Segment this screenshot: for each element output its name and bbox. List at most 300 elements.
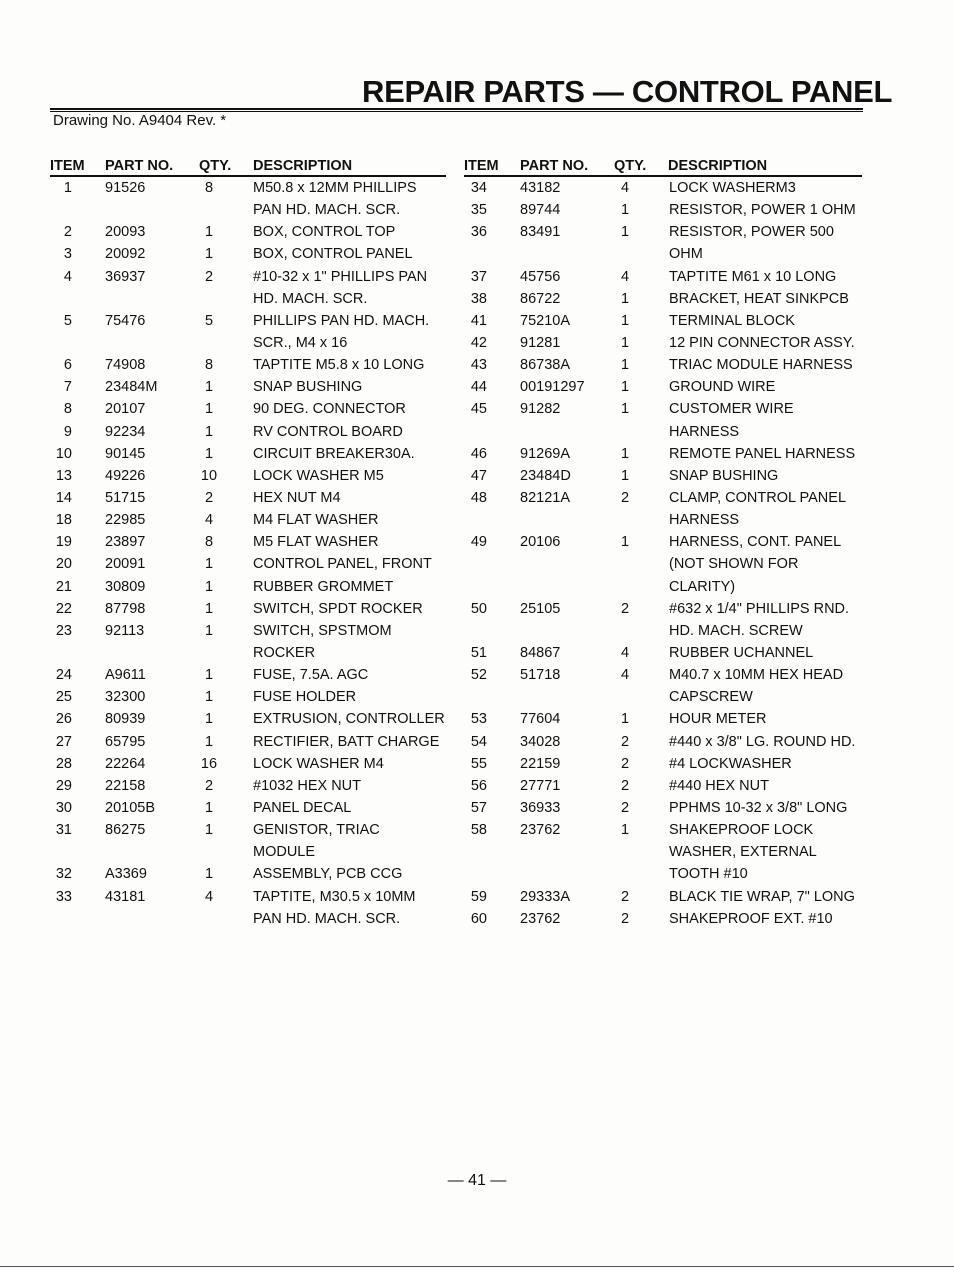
part-no-cell: 51715	[105, 489, 146, 506]
qty-cell: 2	[620, 799, 630, 816]
item-cell: 49	[470, 534, 487, 551]
table-row	[50, 421, 446, 443]
table-row	[464, 376, 862, 398]
part-no-cell: 77604	[520, 711, 561, 728]
table-row	[464, 642, 862, 664]
part-no-cell: 27771	[520, 777, 561, 794]
description-cell: LOCK WASHER M5	[253, 467, 384, 484]
header-description: DESCRIPTION	[668, 158, 768, 174]
qty-cell: 1	[620, 445, 630, 462]
item-cell: 57	[470, 799, 487, 816]
table-row	[50, 310, 446, 332]
part-no-cell: 20091	[105, 556, 146, 573]
table-row	[50, 376, 446, 398]
table-row	[50, 708, 446, 730]
item-cell: 46	[470, 445, 487, 462]
description-cell: #1032 HEX NUT	[253, 777, 361, 794]
description-cell: TRIAC MODULE HARNESS	[669, 357, 853, 374]
part-no-cell: 32300	[105, 689, 146, 706]
description-cell: CONTROL PANEL, FRONT	[253, 556, 432, 573]
description-cell: FUSE, 7.5A. AGC	[253, 667, 369, 684]
item-cell: 55	[470, 755, 487, 772]
description-cell: PAN HD. MACH. SCR.	[253, 910, 401, 927]
description-cell: #632 x 1/4" PHILLIPS RND.	[669, 600, 850, 617]
table-row	[464, 443, 862, 465]
table-row	[464, 553, 862, 575]
qty-cell: 1	[620, 822, 630, 839]
item-cell: 48	[470, 489, 487, 506]
item-cell: 52	[470, 667, 487, 684]
table-row	[464, 531, 862, 553]
part-no-cell: 43182	[520, 180, 561, 196]
qty-cell: 1	[204, 689, 214, 706]
title-rule	[50, 108, 863, 110]
qty-cell: 1	[204, 622, 214, 639]
table-row	[50, 863, 446, 885]
description-cell: BOX, CONTROL PANEL	[253, 246, 413, 263]
table-row	[50, 598, 446, 620]
qty-cell: 2	[620, 600, 630, 617]
table-row	[50, 531, 446, 553]
table-row	[464, 620, 862, 642]
qty-cell: 2	[204, 268, 214, 285]
item-cell: 14	[55, 489, 72, 506]
qty-cell: 8	[204, 357, 214, 374]
table-row	[50, 553, 446, 575]
item-cell: 24	[55, 667, 72, 684]
table-row	[50, 509, 446, 531]
table-row	[50, 753, 446, 775]
description-cell: M50.8 x 12MM PHILLIPS	[253, 180, 417, 196]
qty-cell: 1	[204, 799, 214, 816]
qty-cell: 1	[620, 224, 630, 241]
item-cell: 28	[55, 755, 72, 772]
table-row	[50, 664, 446, 686]
table-row	[50, 398, 446, 420]
item-cell: 5	[63, 312, 72, 329]
part-no-cell: 90145	[105, 445, 146, 462]
item-cell: 56	[470, 777, 487, 794]
item-cell: 54	[470, 733, 487, 750]
qty-cell: 4	[204, 512, 214, 529]
item-cell: 58	[470, 822, 487, 839]
item-cell: 45	[470, 401, 487, 418]
table-row	[464, 598, 862, 620]
description-cell: TERMINAL BLOCK	[669, 312, 795, 329]
part-no-cell: 23484M	[105, 379, 158, 396]
qty-cell: 1	[204, 423, 214, 440]
part-no-cell: 84867	[520, 644, 561, 661]
table-body	[50, 177, 446, 930]
qty-cell: 5	[204, 312, 214, 329]
qty-cell: 2	[620, 755, 630, 772]
description-cell: HD. MACH. SCREW	[669, 622, 803, 639]
description-cell: SHAKEPROOF EXT. #10	[669, 910, 833, 927]
header-qty: QTY.	[614, 158, 647, 174]
part-no-cell: 86722	[520, 290, 561, 307]
table-header	[50, 157, 446, 177]
item-cell: 32	[55, 866, 72, 883]
description-cell: BRACKET, HEAT SINKPCB	[669, 290, 849, 307]
description-cell: REMOTE PANEL HARNESS	[669, 445, 856, 462]
table-row	[464, 841, 862, 863]
qty-cell: 1	[204, 445, 214, 462]
item-cell: 26	[55, 711, 72, 728]
qty-cell: 1	[204, 822, 214, 839]
table-row	[50, 642, 446, 664]
table-row	[464, 288, 862, 310]
item-cell: 31	[55, 822, 72, 839]
part-no-cell: 20105B	[105, 799, 155, 816]
description-cell: BLACK TIE WRAP, 7" LONG	[669, 888, 855, 905]
table-row	[50, 886, 446, 908]
item-cell: 8	[63, 401, 72, 418]
table-row	[464, 509, 862, 531]
description-cell: HEX NUT M4	[253, 489, 341, 506]
qty-cell: 2	[204, 777, 214, 794]
drawing-number: Drawing No. A9404 Rev. *	[53, 112, 227, 129]
part-no-cell: A3369	[105, 866, 147, 883]
table-body	[464, 177, 862, 930]
description-cell: SNAP BUSHING	[669, 467, 779, 484]
qty-cell: 16	[200, 755, 218, 772]
part-no-cell: 75210A	[520, 312, 570, 329]
item-cell: 27	[55, 733, 72, 750]
part-no-cell: 92234	[105, 423, 146, 440]
qty-cell: 1	[204, 556, 214, 573]
item-cell: 13	[55, 467, 72, 484]
qty-cell: 8	[204, 180, 214, 196]
qty-cell: 4	[620, 180, 630, 196]
item-cell: 36	[470, 224, 487, 241]
item-cell: 6	[63, 357, 72, 374]
description-cell: #440 x 3/8" LG. ROUND HD.	[669, 733, 856, 750]
item-cell: 3	[63, 246, 72, 263]
qty-cell: 2	[204, 489, 214, 506]
item-cell: 51	[470, 644, 487, 661]
table-row	[464, 243, 862, 265]
description-cell: RESISTOR, POWER 1 OHM	[669, 202, 856, 219]
item-cell: 44	[470, 379, 487, 396]
description-cell: RUBBER GROMMET	[253, 578, 394, 595]
description-cell: HD. MACH. SCR.	[253, 290, 368, 307]
item-cell: 37	[470, 268, 487, 285]
item-cell: 34	[470, 180, 487, 196]
part-no-cell: 29333A	[520, 888, 570, 905]
table-row	[464, 753, 862, 775]
part-no-cell: 23484D	[520, 467, 571, 484]
item-cell: 22	[55, 600, 72, 617]
table-row	[464, 819, 862, 841]
part-no-cell: 34028	[520, 733, 561, 750]
qty-cell: 4	[620, 667, 630, 684]
item-cell: 50	[470, 600, 487, 617]
qty-cell: 1	[620, 312, 630, 329]
parts-table-left	[50, 157, 446, 930]
header-item: ITEM	[50, 158, 85, 174]
table-row	[50, 797, 446, 819]
table-row	[464, 686, 862, 708]
qty-cell: 1	[204, 401, 214, 418]
part-no-cell: 36933	[520, 799, 561, 816]
qty-cell: 1	[204, 733, 214, 750]
item-cell: 30	[55, 799, 72, 816]
table-row	[50, 332, 446, 354]
part-no-cell: 25105	[520, 600, 561, 617]
qty-cell: 2	[620, 910, 630, 927]
part-no-cell: 82121A	[520, 489, 570, 506]
part-no-cell: 22985	[105, 512, 146, 529]
part-no-cell: 86275	[105, 822, 146, 839]
qty-cell: 10	[200, 467, 218, 484]
description-cell: #10-32 x 1" PHILLIPS PAN	[253, 268, 428, 285]
description-cell: M4 FLAT WASHER	[253, 512, 379, 529]
table-row	[464, 221, 862, 243]
table-row	[50, 443, 446, 465]
description-cell: HARNESS	[669, 512, 740, 529]
qty-cell: 1	[204, 667, 214, 684]
header-item: ITEM	[464, 158, 499, 174]
table-row	[50, 686, 446, 708]
item-cell: 25	[55, 689, 72, 706]
description-cell: TAPTITE, M30.5 x 10MM	[253, 888, 416, 905]
table-row	[464, 332, 862, 354]
table-row	[50, 354, 446, 376]
part-no-cell: 20092	[105, 246, 146, 263]
qty-cell: 1	[620, 290, 630, 307]
description-cell: BOX, CONTROL TOP	[253, 224, 396, 241]
table-row	[464, 354, 862, 376]
description-cell: HOUR METER	[669, 711, 767, 728]
item-cell: 43	[470, 357, 487, 374]
description-cell: OHM	[669, 246, 703, 263]
part-no-cell: 22158	[105, 777, 146, 794]
description-cell: HARNESS, CONT. PANEL	[669, 534, 842, 551]
table-row	[464, 775, 862, 797]
item-cell: 1	[63, 180, 72, 196]
qty-cell: 1	[620, 467, 630, 484]
item-cell: 53	[470, 711, 487, 728]
qty-cell: 1	[204, 224, 214, 241]
table-row	[464, 886, 862, 908]
item-cell: 23	[55, 622, 72, 639]
table-row	[50, 731, 446, 753]
qty-cell: 1	[620, 334, 630, 351]
table-row	[464, 310, 862, 332]
table-row	[50, 177, 446, 199]
description-cell: SHAKEPROOF LOCK	[669, 822, 814, 839]
part-no-cell: 89744	[520, 202, 561, 219]
description-cell: SWITCH, SPDT ROCKER	[253, 600, 423, 617]
part-no-cell: 43181	[105, 888, 146, 905]
item-cell: 20	[55, 556, 72, 573]
qty-cell: 2	[620, 489, 630, 506]
qty-cell: 2	[620, 777, 630, 794]
description-cell: PHILLIPS PAN HD. MACH.	[253, 312, 430, 329]
qty-cell: 1	[620, 711, 630, 728]
item-cell: 47	[470, 467, 487, 484]
description-cell: RV CONTROL BOARD	[253, 423, 403, 440]
description-cell: LOCK WASHER M4	[253, 755, 384, 772]
description-cell: PPHMS 10-32 x 3/8" LONG	[669, 799, 848, 816]
table-header	[464, 157, 862, 177]
item-cell: 18	[55, 512, 72, 529]
part-no-cell: 83491	[520, 224, 561, 241]
part-no-cell: 23762	[520, 910, 561, 927]
part-no-cell: 00191297	[520, 379, 585, 396]
table-row	[50, 819, 446, 841]
part-no-cell: 49226	[105, 467, 146, 484]
part-no-cell: 22159	[520, 755, 561, 772]
page-bottom-edge	[0, 1266, 954, 1267]
qty-cell: 1	[204, 600, 214, 617]
description-cell: HARNESS	[669, 423, 740, 440]
qty-cell: 1	[620, 357, 630, 374]
part-no-cell: 87798	[105, 600, 146, 617]
item-cell: 9	[63, 423, 72, 440]
description-cell: SWITCH, SPSTMOM	[253, 622, 392, 639]
table-row	[50, 199, 446, 221]
description-cell: RUBBER UCHANNEL	[669, 644, 814, 661]
part-no-cell: 22264	[105, 755, 146, 772]
table-row	[464, 177, 862, 199]
part-no-cell: 86738A	[520, 357, 570, 374]
description-cell: M40.7 x 10MM HEX HEAD	[669, 667, 844, 684]
qty-cell: 1	[204, 379, 214, 396]
part-no-cell: 20106	[520, 534, 561, 551]
item-cell: 10	[55, 445, 72, 462]
table-row	[50, 908, 446, 930]
item-cell: 4	[63, 268, 72, 285]
item-cell: 33	[55, 888, 72, 905]
part-no-cell: 23762	[520, 822, 561, 839]
qty-cell: 2	[620, 888, 630, 905]
item-cell: 42	[470, 334, 487, 351]
parts-table-right	[464, 157, 862, 930]
description-cell: CLARITY)	[669, 578, 736, 595]
part-no-cell: 80939	[105, 711, 146, 728]
table-row	[50, 487, 446, 509]
part-no-cell: 65795	[105, 733, 146, 750]
qty-cell: 1	[620, 379, 630, 396]
description-cell: SCR., M4 x 16	[253, 334, 348, 351]
qty-cell: 4	[620, 644, 630, 661]
part-no-cell: 92113	[105, 622, 145, 639]
description-cell: ROCKER	[253, 644, 316, 661]
qty-cell: 1	[204, 711, 214, 728]
item-cell: 29	[55, 777, 72, 794]
description-cell: TAPTITE M5.8 x 10 LONG	[253, 357, 425, 374]
part-no-cell: 20093	[105, 224, 146, 241]
table-row	[464, 266, 862, 288]
part-no-cell: 91281	[520, 334, 561, 351]
table-row	[464, 421, 862, 443]
description-cell: RECTIFIER, BATT CHARGE	[253, 733, 440, 750]
table-row	[50, 221, 446, 243]
description-cell: (NOT SHOWN FOR	[669, 556, 799, 573]
qty-cell: 1	[620, 401, 630, 418]
description-cell: 12 PIN CONNECTOR ASSY.	[669, 334, 855, 351]
description-cell: PAN HD. MACH. SCR.	[253, 202, 401, 219]
table-row	[464, 199, 862, 221]
table-row	[50, 465, 446, 487]
description-cell: FUSE HOLDER	[253, 689, 357, 706]
description-cell: PANEL DECAL	[253, 799, 352, 816]
table-row	[50, 620, 446, 642]
part-no-cell: 74908	[105, 357, 146, 374]
description-cell: CUSTOMER WIRE	[669, 401, 794, 418]
description-cell: EXTRUSION, CONTROLLER	[253, 711, 445, 728]
description-cell: GENISTOR, TRIAC	[253, 822, 380, 839]
qty-cell: 8	[204, 534, 214, 551]
table-row	[464, 398, 862, 420]
part-no-cell: A9611	[105, 667, 146, 684]
table-row	[464, 708, 862, 730]
part-no-cell: 51718	[520, 667, 561, 684]
table-row	[464, 576, 862, 598]
item-cell: 41	[470, 312, 487, 329]
table-row	[464, 664, 862, 686]
description-cell: WASHER, EXTERNAL	[669, 844, 817, 861]
header-part-no: PART NO.	[105, 158, 174, 174]
qty-cell: 1	[204, 246, 214, 263]
header-part-no: PART NO.	[520, 158, 589, 174]
item-cell: 21	[55, 578, 72, 595]
table-row	[50, 775, 446, 797]
table-row	[50, 266, 446, 288]
part-no-cell: 30809	[105, 578, 146, 595]
description-cell: M5 FLAT WASHER	[253, 534, 379, 551]
part-no-cell: 36937	[105, 268, 146, 285]
table-row	[50, 576, 446, 598]
header-qty: QTY.	[199, 158, 232, 174]
part-no-cell: 45756	[520, 268, 561, 285]
description-cell: #440 HEX NUT	[669, 777, 769, 794]
description-cell: GROUND WIRE	[669, 379, 776, 396]
description-cell: CLAMP, CONTROL PANEL	[669, 489, 847, 506]
qty-cell: 2	[620, 733, 630, 750]
table-row	[464, 797, 862, 819]
item-cell: 2	[63, 224, 72, 241]
qty-cell: 1	[620, 534, 630, 551]
part-no-cell: 91526	[105, 180, 146, 196]
table-row	[464, 731, 862, 753]
qty-cell: 1	[620, 202, 630, 219]
qty-cell: 1	[204, 866, 214, 883]
part-no-cell: 20107	[105, 401, 146, 418]
part-no-cell: 75476	[105, 312, 146, 329]
description-cell: CIRCUIT BREAKER30A.	[253, 445, 415, 462]
table-row	[464, 465, 862, 487]
item-cell: 59	[470, 888, 487, 905]
part-no-cell: 91282	[520, 401, 561, 418]
item-cell: 38	[470, 290, 487, 307]
item-cell: 7	[63, 379, 72, 396]
table-row	[50, 243, 446, 265]
description-cell: RESISTOR, POWER 500	[669, 224, 834, 241]
qty-cell: 1	[204, 578, 214, 595]
description-cell: CAPSCREW	[669, 689, 753, 706]
table-row	[50, 288, 446, 310]
description-cell: SNAP BUSHING	[253, 379, 363, 396]
item-cell: 19	[55, 534, 72, 551]
table-row	[464, 908, 862, 930]
description-cell: ASSEMBLY, PCB CCG	[253, 866, 403, 883]
description-cell: MODULE	[253, 844, 316, 861]
part-no-cell: 23897	[105, 534, 146, 551]
description-cell: LOCK WASHERM3	[669, 180, 796, 196]
description-cell: TOOTH #10	[669, 866, 748, 883]
